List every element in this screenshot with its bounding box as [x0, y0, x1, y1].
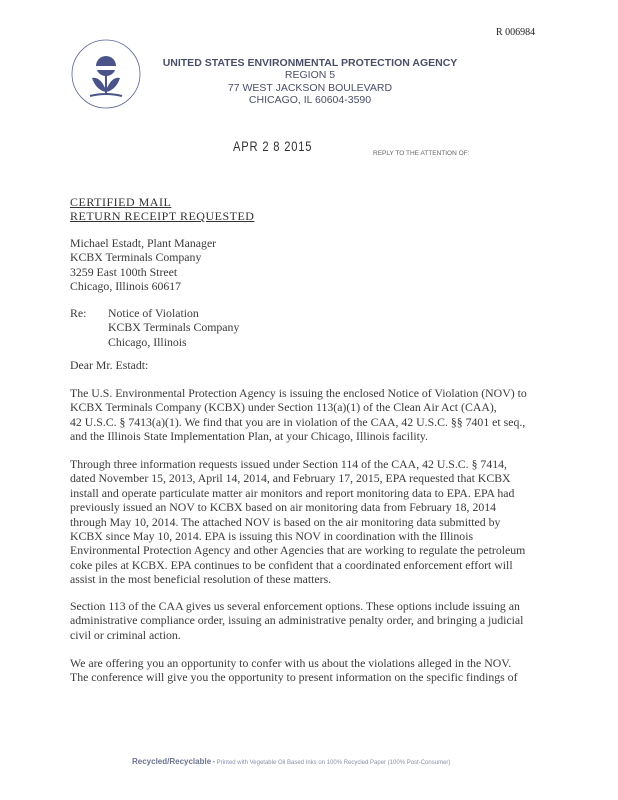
- body-line: previously issued an NOV to KCBX based on air monitoring data from February 18, 2014: [70, 500, 497, 515]
- paragraph-2: [70, 457, 525, 587]
- subject-line: Notice of Violation: [108, 306, 199, 320]
- subject-line: KCBX Terminals Company: [108, 320, 240, 335]
- agency-region: REGION 5: [284, 69, 336, 81]
- salutation: Dear Mr. Estadt:: [70, 358, 149, 372]
- body-line: civil or criminal action.: [70, 627, 181, 642]
- body-line: install and operate particulate matter air monitors and report monitoring data to EPA. EPA had: [70, 485, 515, 500]
- body-line: dated November 15, 2013, April 14, 2014, and February 17, 2015, EPA requested that KCBX: [70, 471, 511, 486]
- body-line: We are offering you an opportunity to confer with us about the violations alleged in the NOV.: [70, 656, 512, 670]
- paragraph-4: [70, 656, 518, 685]
- agency-name: UNITED STATES ENVIRONMENTAL PROTECTION AGENCY: [162, 57, 458, 69]
- body-line: KCBX Terminals Company (KCBX) under Section 113(a)(1) of the Clean Air Act (CAA),: [70, 400, 497, 415]
- subject-line: Chicago, Illinois: [108, 334, 187, 349]
- mail-type: [70, 195, 254, 223]
- body-line: assist in the most beneficial resolution of these matters.: [70, 572, 332, 587]
- recycled-brand: Recycled/Recyclable: [132, 757, 212, 766]
- recipient-line: Chicago, Illinois 60617: [70, 279, 182, 294]
- body-line: administrative compliance order, issuing an administrative penalty order, and bringing a judicial: [70, 613, 524, 628]
- reply-to-label: REPLY TO THE ATTENTION OF:: [373, 150, 470, 157]
- recipient-line: KCBX Terminals Company: [70, 250, 202, 265]
- recycled-footer: [132, 757, 450, 766]
- document-reference-number: R 006984: [496, 27, 536, 38]
- re-label: Re:: [70, 306, 87, 320]
- body-line: through May 10, 2014. The attached NOV is based on the air monitoring data submitted by: [70, 514, 501, 529]
- body-line: Environmental Protection Agency and other Agencies that are working to regulate the petroleum: [70, 543, 526, 558]
- body-line: The U.S. Environmental Protection Agency is issuing the enclosed Notice of Violation (NOV) to: [70, 386, 527, 400]
- body-line: 42 U.S.C. § 7413(a)(1). We find that you are in violation of the CAA, 42 U.S.C. §§ 7401 et seq.,: [70, 414, 526, 429]
- recipient-address: [70, 236, 216, 294]
- subject: [108, 306, 239, 349]
- body-line: Through three information requests issued under Section 114 of the CAA, 42 U.S.C. § 7414,: [70, 457, 507, 471]
- paragraph-1: [70, 386, 527, 444]
- body-line: The conference will give you the opportunity to present information on the specific findings of: [70, 670, 518, 685]
- recipient-line: Michael Estadt, Plant Manager: [70, 236, 217, 250]
- date-stamp: APR 2 8 2015: [233, 138, 313, 154]
- body-line: Section 113 of the CAA gives us several enforcement options. These options include issuing an: [70, 599, 520, 613]
- body-line: KCBX since May 10, 2014. EPA is issuing this NOV in coordination with the Illinois: [70, 529, 474, 544]
- paragraph-3: [70, 599, 523, 642]
- recipient-line: 3259 East 100th Street: [70, 264, 178, 279]
- recycled-text: • Printed with Vegetable Oil Based Inks on 100% Recycled Paper (100% Post-Consumer): [212, 760, 451, 766]
- agency-city: CHICAGO, IL 60604-3590: [248, 94, 372, 106]
- agency-street: 77 WEST JACKSON BOULEVARD: [227, 82, 393, 94]
- certified-mail: CERTIFIED MAIL: [70, 195, 172, 209]
- body-line: coke piles at KCBX. EPA continues to be confident that a coordinated enforcement effort will: [70, 557, 513, 572]
- return-receipt: RETURN RECEIPT REQUESTED: [70, 209, 255, 223]
- body-line: and the Illinois State Implementation Plan, at your Chicago, Illinois facility.: [70, 429, 428, 444]
